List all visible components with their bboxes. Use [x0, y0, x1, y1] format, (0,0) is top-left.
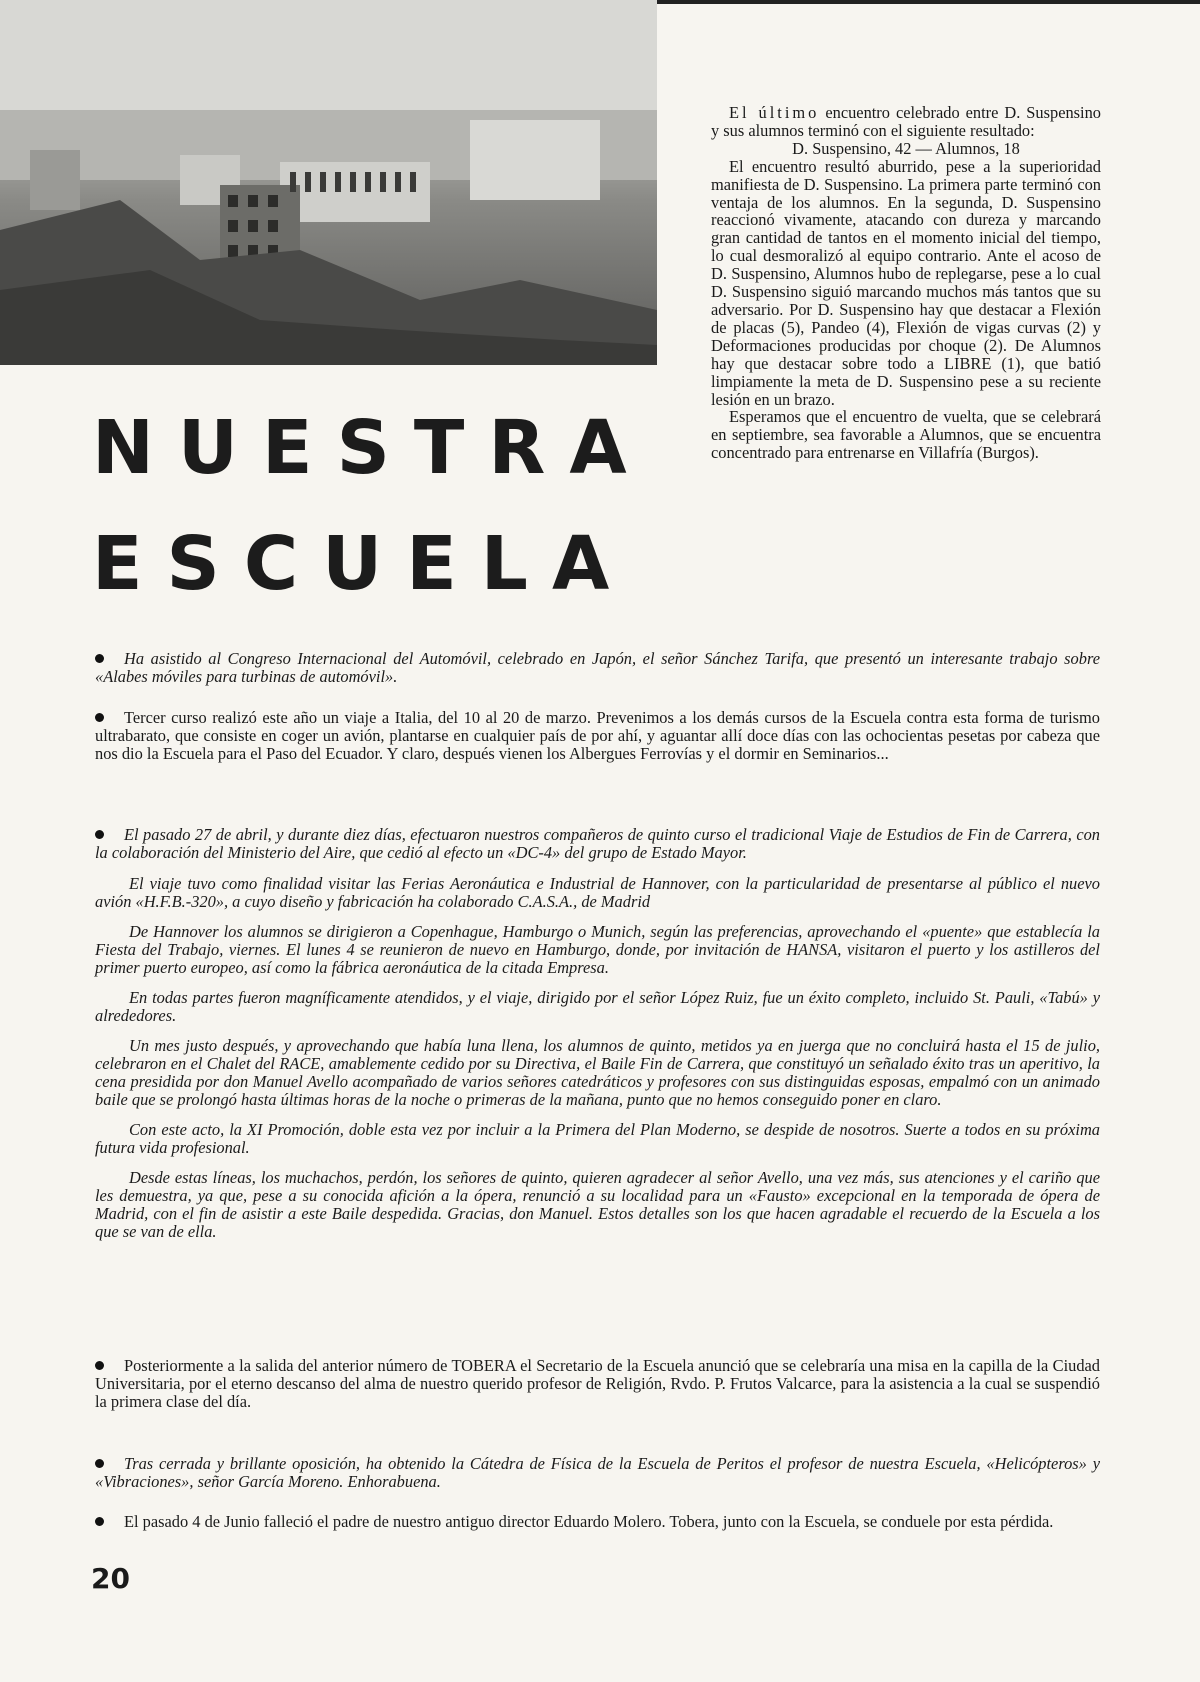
headline-line-2: ESCUELA	[92, 521, 634, 607]
news-text: Posteriormente a la salida del anterior número de TOBERA el Secretario de la Escuela anunció que se celebraría una misa en la capilla de la Ciudad Universitaria, por el eterno descanso del alma de nuestro querido profesor de Religión, Rvdo. P. Frutos Valcarce, para la asistencia a la cual se suspendió la primera clase del día.	[95, 1356, 1100, 1411]
page-number: 20	[91, 1562, 130, 1595]
intro-paragraph-1	[711, 104, 1101, 140]
intro-rest: encuentro celebrado entre D. Suspensino y sus alumnos terminó con el siguiente resultado:	[711, 103, 1101, 140]
headline-line-1: NUESTRA	[92, 405, 651, 491]
news-item-condolence	[95, 1513, 1100, 1531]
news-text: Tercer curso realizó este año un viaje a Italia, del 10 al 20 de marzo. Prevenimos a los demás cursos de la Escuela contra esta forma de turismo ultrabarato, que consiste en coger un avión, plantarse en cualquier país de por ahí, y aguantar allí doce días con las ochocientas pesetas por cabeza que nos dio la Escuela para el Paso del Ecuador. Y claro, después vienen los Albergues Ferrovías y el dormir en Seminarios...	[95, 708, 1100, 763]
news-text: El pasado 4 de Junio falleció el padre de nuestro antiguo director Eduardo Molero. Tobera, junto con la Escuela, se conduele por esta pérdida.	[124, 1512, 1054, 1531]
news-paragraph: Un mes justo después, y aprovechando que había luna llena, los alumnos de quinto, metidos ya en juerga que no concluirá hasta el 15 de julio, celebraron en el Chalet del RACE, amablemente cedido por su Directiva, el Baile Fin de Carrera, que constituyó un señalado éxito tras un aperitivo, la cena presidida por don Manuel Avello acompañado de varios señores catedráticos y profesores con sus distinguidas esposas, empalmó con un animado baile que se prolongó hasta últimas horas de la noche o primeras de la mañana, punto que no hemos conseguido poner en claro.	[95, 1036, 1100, 1109]
bullet-icon	[95, 713, 104, 722]
match-score: D. Suspensino, 42 — Alumnos, 18	[792, 138, 1020, 158]
bullet-icon	[95, 830, 104, 839]
news-item-congress	[95, 650, 1100, 686]
bullet-icon	[95, 654, 104, 663]
news-text: Tras cerrada y brillante oposición, ha obtenido la Cátedra de Física de la Escuela de Peritos el profesor de nuestra Escuela, «Helicópteros» y «Vibraciones», señor García Moreno. Enhorabuena.	[95, 1454, 1100, 1491]
campus-illustration	[0, 0, 657, 365]
intro-paragraph-2: El encuentro resultó aburrido, pese a la superioridad manifiesta de D. Suspensino. La primera parte terminó con ventaja de los alumnos. En la segunda, D. Suspensino reaccionó vivamente, atacando con dureza y marcando gran cantidad de tantos en el momento inicial del tiempo, lo cual desmoralizó al equipo contrario. Ante el acoso de D. Suspensino, Alumnos hubo de replegarse, pese a lo cual D. Suspensino siguió marcando muchos más tantos que su adversario. Por D. Suspensino hay que destacar a Flexión de placas (5), Pandeo (4), Flexión de vigas curvas (2) y Deformaciones producidas por choque (2). De Alumnos hay que destacar sobre todo a LIBRE (1), que batió limpiamente la meta de D. Suspensino pese a su reciente lesión en un brazo.	[711, 156, 1101, 409]
news-item-chair	[95, 1455, 1100, 1491]
intro-lead: El último	[729, 103, 820, 122]
bullet-icon	[95, 1361, 104, 1370]
news-paragraph: Con este acto, la XI Promoción, doble esta vez por incluir a la Primera del Plan Moderno, se despide de nosotros. Suerte a todos en su próxima futura vida profesional.	[95, 1120, 1100, 1157]
intro-paragraph-3: Esperamos que el encuentro de vuelta, que se celebrará en septiembre, sea favorable a Alumnos, que se encuentra concentrado para entrenarse en Villafría (Burgos).	[711, 407, 1101, 463]
news-item-study-trip	[95, 826, 1100, 1241]
news-paragraph: El viaje tuvo como finalidad visitar las Ferias Aeronáutica e Industrial de Hannover, con la particularidad de presentarse al público el nuevo avión «H.F.B.-320», a cuyo diseño y fabricación ha colaborado C.A.S.A., de Madrid	[95, 874, 1100, 911]
news-paragraph: En todas partes fueron magníficamente atendidos, y el viaje, dirigido por el señor López Ruiz, fue un éxito completo, incluido St. Pauli, «Tabú» y alrededores.	[95, 988, 1100, 1025]
news-item-italy-trip	[95, 709, 1100, 763]
news-text: El pasado 27 de abril, y durante diez días, efectuaron nuestros compañeros de quinto curso el tradicional Viaje de Estudios de Fin de Carrera, con la colaboración del Ministerio del Aire, que cedió al efecto un «DC-4» del grupo de Estado Mayor.	[95, 825, 1100, 862]
bullet-icon	[95, 1459, 104, 1468]
news-paragraph: De Hannover los alumnos se dirigieron a Copenhague, Hamburgo o Munich, según las preferencias, aprovechando el «puente» que establecía la Fiesta del Trabajo, viernes. El lunes 4 se reunieron de nuevo en Hamburgo, donde, por invitación de HANSA, visitaron el puerto y los astilleros del primer puerto europeo, así como la fábrica aeronáutica de la citada Empresa.	[95, 922, 1100, 977]
campus-photo	[0, 0, 657, 365]
intro-column	[711, 104, 1101, 462]
news-paragraph: Desde estas líneas, los muchachos, perdón, los señores de quinto, quieren agradecer al señor Avello, una vez más, sus atenciones y el cariño que les demuestra, ya que, pese a su conocida afición a la ópera, renunció a su localidad para un «Fausto» excepcional en la temporada de ópera de Madrid, con el fin de asistir a este Baile despedida. Gracias, don Manuel. Estos detalles son los que hacen agradable el recuerdo de la Escuela a los que se van de ella.	[95, 1168, 1100, 1241]
news-item-mass	[95, 1357, 1100, 1411]
news-text: Ha asistido al Congreso Internacional del Automóvil, celebrado en Japón, el señor Sánchez Tarifa, que presentó un interesante trabajo sobre «Alabes móviles para turbinas de automóvil».	[95, 649, 1100, 686]
bullet-icon	[95, 1517, 104, 1526]
